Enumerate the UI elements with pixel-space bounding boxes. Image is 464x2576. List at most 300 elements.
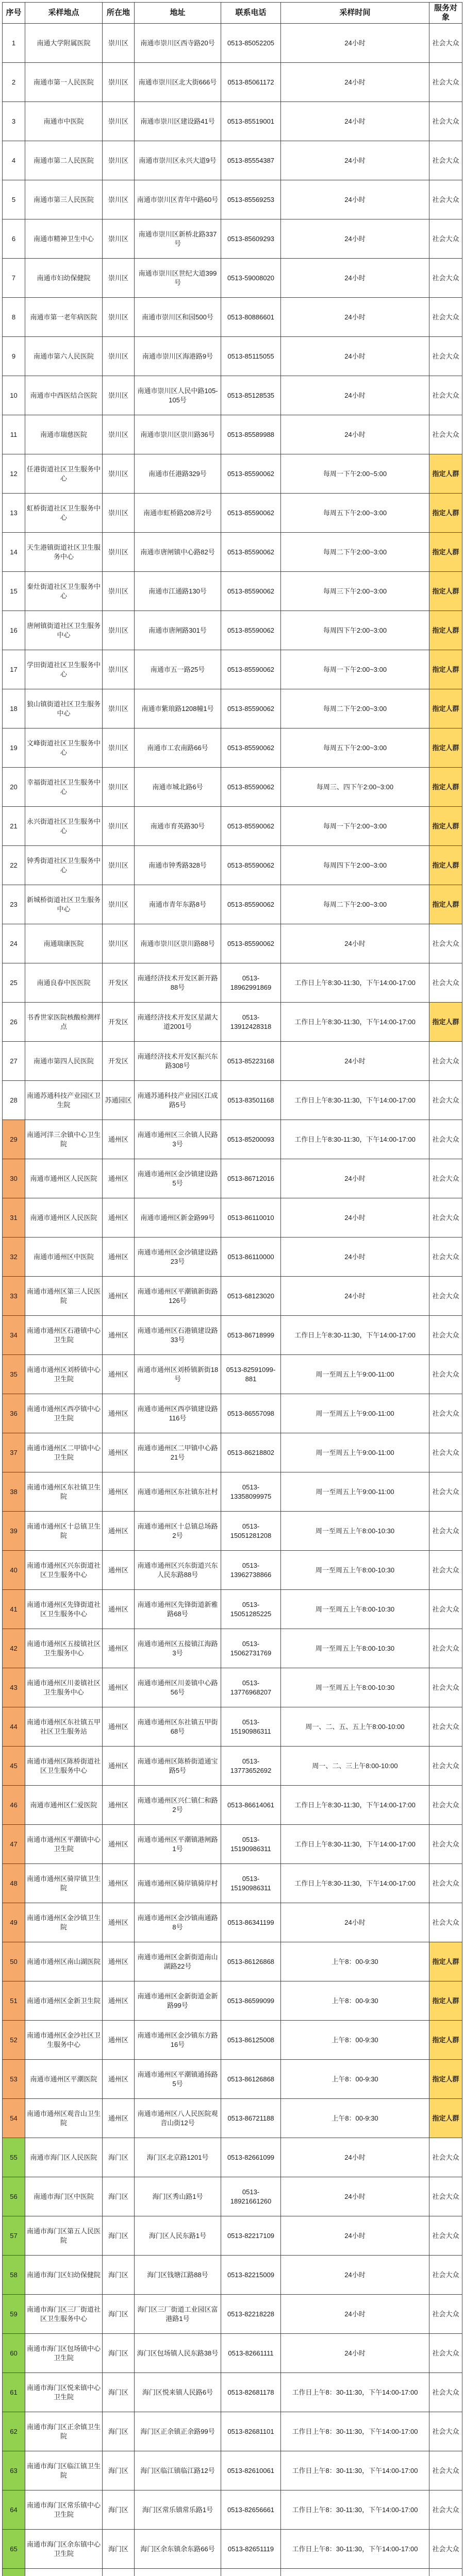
cell-area: 通州区 — [103, 1786, 135, 1825]
cell-address: 南通市紫琅路1208幢1号 — [135, 689, 221, 728]
cell-seq: 2 — [3, 63, 25, 102]
cell-audience: 社会大众 — [429, 1120, 462, 1159]
cell-time: 周一、二、五、五上午8:00-10:00 — [281, 1707, 429, 1747]
cell-seq: 23 — [3, 885, 25, 924]
cell-seq: 49 — [3, 1903, 25, 1942]
cell-address: 南通市青年东路8号 — [135, 885, 221, 924]
cell-audience: 社会大众 — [429, 219, 462, 259]
cell-time: 工作日上午8:30-11:30，下午14:00-17:00 — [281, 1003, 429, 1042]
cell-time: 工作日上午8:30-11:30，下午14:00-17:00 — [281, 1081, 429, 1120]
cell-site-name: 南通市通州区川姜镇社区卫生服务中心 — [25, 1668, 103, 1707]
cell-address: 海门区临江镇临江路12号 — [135, 2451, 221, 2490]
table-row — [3, 689, 462, 728]
table-row — [3, 1590, 462, 1629]
cell-time: 上午8：00-9:30 — [281, 2060, 429, 2099]
table-row — [3, 611, 462, 650]
cell-phone: 0513-86718999 — [221, 1316, 281, 1355]
cell-time: 工作日上午8：30-11:30，下午14:00-17:00 — [281, 2412, 429, 2451]
cell-area: 通州区 — [103, 2099, 135, 2138]
cell-audience: 社会大众 — [429, 1042, 462, 1081]
cell-time: 24小时 — [281, 924, 429, 963]
cell-audience: 指定人群 — [429, 807, 462, 846]
cell-phone: 0513-85061172 — [221, 63, 281, 102]
cell-address: 南通市五一路25号 — [135, 650, 221, 689]
cell-phone: 0513-86218802 — [221, 1433, 281, 1472]
cell-area: 通州区 — [103, 1120, 135, 1159]
cell-address: 南通市崇川区世纪大道399号 — [135, 259, 221, 298]
cell-phone: 0513-85590062 — [221, 689, 281, 728]
cell-area: 崇川区 — [103, 337, 135, 376]
cell-audience: 社会大众 — [429, 2256, 462, 2295]
cell-address: 南通市通州区金沙镇建设路23号 — [135, 1238, 221, 1277]
cell-time: 24小时 — [281, 180, 429, 219]
cell-phone: 0513-82661099 — [221, 2138, 281, 2177]
cell-time: 每周五下午2:00~3:00 — [281, 728, 429, 768]
cell-area: 崇川区 — [103, 415, 135, 454]
cell-seq: 24 — [3, 924, 25, 963]
cell-audience: 指定人群 — [429, 689, 462, 728]
table-row — [3, 2490, 462, 2530]
cell-time: 上午8：00-9:30 — [281, 1942, 429, 1981]
cell-audience: 社会大众 — [429, 1903, 462, 1942]
cell-time: 周一至周五上午8:00-10:30 — [281, 1629, 429, 1668]
cell-time: 工作日上午8：30-11:30，下午14:00-17:00 — [281, 2490, 429, 2530]
cell-address: 南通市崇川区北大街666号 — [135, 63, 221, 102]
cell-area: 崇川区 — [103, 259, 135, 298]
cell-seq: 14 — [3, 533, 25, 572]
cell-time: 工作日上午8：30-11:30，下午14:00-17:00 — [281, 2373, 429, 2412]
table-row — [3, 533, 462, 572]
cell-site-name: 南通苏通科技产业园区卫生院 — [25, 1081, 103, 1120]
cell-area: 崇川区 — [103, 102, 135, 141]
cell-address: 南通市通州区二甲镇中心路21号 — [135, 1433, 221, 1472]
cell-area: 崇川区 — [103, 885, 135, 924]
cell-phone: 0513-85052205 — [221, 24, 281, 63]
table-row — [3, 1394, 462, 1433]
table-row — [3, 494, 462, 533]
table-row — [3, 807, 462, 846]
cell-audience: 社会大众 — [429, 924, 462, 963]
cell-address: 南通市通州区金沙镇建设路5号 — [135, 1159, 221, 1198]
cell-seq: 27 — [3, 1042, 25, 1081]
header-audience: 服务对象 — [429, 3, 462, 24]
cell-phone: 0513-18921661260 — [221, 2177, 281, 2216]
cell-audience: 社会大众 — [429, 2451, 462, 2490]
cell-time: 每周二下午2:00~3:00 — [281, 533, 429, 572]
cell-time: 24小时 — [281, 1042, 429, 1081]
cell-time: 24小时 — [281, 1903, 429, 1942]
cell-address: 南通市崇川区和园500号 — [135, 298, 221, 337]
cell-time: 工作日上午8:30-11:30，下午14:00-17:00 — [281, 1316, 429, 1355]
cell-address: 南通市崇川区西寺路20号 — [135, 24, 221, 63]
cell-seq: 39 — [3, 1512, 25, 1551]
cell-area: 开发区 — [103, 1042, 135, 1081]
cell-seq: 16 — [3, 611, 25, 650]
cell-audience: 社会大众 — [429, 1472, 462, 1512]
table-row — [3, 415, 462, 454]
cell-time: 24小时 — [281, 1238, 429, 1277]
cell-area: 通州区 — [103, 1590, 135, 1629]
cell-seq: 52 — [3, 2021, 25, 2060]
cell-area: 通州区 — [103, 1394, 135, 1433]
cell-time: 24小时 — [281, 2295, 429, 2334]
cell-site-name: 南通市通州区观音山卫生院 — [25, 2099, 103, 2138]
cell-address: 南通市育英路30号 — [135, 807, 221, 846]
cell-site-name: 南通市通州区仁爱医院 — [25, 1786, 103, 1825]
cell-phone: 0513-86614061 — [221, 1786, 281, 1825]
cell-area: 海门区 — [103, 2138, 135, 2177]
cell-audience: 指定人群 — [429, 494, 462, 533]
cell-phone: 0513-85223168 — [221, 1042, 281, 1081]
cell-seq: 42 — [3, 1629, 25, 1668]
cell-address: 南通经济技术开发区振兴东路308号 — [135, 1042, 221, 1081]
cell-phone: 0513-86721188 — [221, 2099, 281, 2138]
table-row — [3, 24, 462, 63]
cell-time: 24小时 — [281, 415, 429, 454]
cell-seq: 53 — [3, 2060, 25, 2099]
cell-area: 海门区 — [103, 2451, 135, 2490]
cell-site-name: 南通市中医院 — [25, 102, 103, 141]
cell-audience: 社会大众 — [429, 102, 462, 141]
cell-phone: 0513-85590062 — [221, 533, 281, 572]
cell-area: 通州区 — [103, 1159, 135, 1198]
cell-seq: 31 — [3, 1198, 25, 1238]
header-area: 所在地 — [103, 3, 135, 24]
cell-seq: 26 — [3, 1003, 25, 1042]
table-row — [3, 1316, 462, 1355]
cell-area: 通州区 — [103, 1981, 135, 2021]
cell-time: 周一至周五上午8:00-10:30 — [281, 1512, 429, 1551]
cell-address: 南通苏通科技产业园区江成路5号 — [135, 1081, 221, 1120]
cell-seq: 65 — [3, 2530, 25, 2569]
cell-address: 南通市崇川区永兴大道9号 — [135, 141, 221, 180]
table-row — [3, 63, 462, 102]
cell-seq: 10 — [3, 376, 25, 415]
cell-time: 24小时 — [281, 2256, 429, 2295]
cell-site-name: 南通市第一老年病医院 — [25, 298, 103, 337]
cell-time: 24小时 — [281, 1277, 429, 1316]
cell-seq: 18 — [3, 689, 25, 728]
cell-phone: 0513-85590062 — [221, 768, 281, 807]
cell-seq: 9 — [3, 337, 25, 376]
cell-site-name: 书香世家医院核酸检测样点 — [25, 1003, 103, 1042]
cell-phone: 0513-86125008 — [221, 2021, 281, 2060]
sampling-sites-table — [2, 2, 462, 2576]
cell-audience: 社会大众 — [429, 1707, 462, 1747]
table-row — [3, 2099, 462, 2138]
cell-area: 崇川区 — [103, 63, 135, 102]
cell-site-name: 南通市瑞慈医院 — [25, 415, 103, 454]
cell-audience: 社会大众 — [429, 1198, 462, 1238]
cell-site-name: 南通良春中医医院 — [25, 963, 103, 1003]
cell-area: 通州区 — [103, 2060, 135, 2099]
cell-address: 南通市崇川区人民中路105-105号 — [135, 376, 221, 415]
cell-area: 海门区 — [103, 2295, 135, 2334]
cell-audience: 社会大众 — [429, 1081, 462, 1120]
cell-time: 每周三下午2:00~3:00 — [281, 572, 429, 611]
cell-seq: 21 — [3, 807, 25, 846]
cell-site-name: 南通市海门区包场镇中心卫生院 — [25, 2334, 103, 2373]
cell-area: 通州区 — [103, 1551, 135, 1590]
table-row — [3, 1864, 462, 1903]
cell-seq: 57 — [3, 2216, 25, 2256]
cell-phone: 0513-85590062 — [221, 807, 281, 846]
cell-time: 每周二下午2:00~3:00 — [281, 885, 429, 924]
cell-seq: 47 — [3, 1825, 25, 1864]
cell-audience: 社会大众 — [429, 1316, 462, 1355]
table-row — [3, 219, 462, 259]
cell-phone: 0513-85200093 — [221, 1120, 281, 1159]
table-row — [3, 1903, 462, 1942]
cell-site-name: 任港街道社区卫生服务中心 — [25, 454, 103, 494]
header-seq: 序号 — [3, 3, 25, 24]
cell-time: 周一至周五上午9:00-11:00 — [281, 1433, 429, 1472]
cell-site-name: 南通市海门区三厂街道社区卫生服务中心 — [25, 2295, 103, 2334]
cell-seq: 50 — [3, 1942, 25, 1981]
header-address: 地址 — [135, 3, 221, 24]
cell-audience: 社会大众 — [429, 376, 462, 415]
cell-audience: 社会大众 — [429, 1159, 462, 1198]
cell-address: 南通市通州区东社镇东社村 — [135, 1472, 221, 1512]
table-row — [3, 1198, 462, 1238]
table-row — [3, 2530, 462, 2569]
table-row — [3, 1942, 462, 1981]
cell-audience: 社会大众 — [429, 2490, 462, 2530]
cell-area: 崇川区 — [103, 572, 135, 611]
cell-site-name: 新城桥街道社区卫生服务中心 — [25, 885, 103, 924]
cell-time: 24小时 — [281, 337, 429, 376]
cell-phone: 0513-68123020 — [221, 1277, 281, 1316]
cell-address: 南通市通州区石港镇建设路33号 — [135, 1316, 221, 1355]
cell-area: 通州区 — [103, 1864, 135, 1903]
cell-area: 崇川区 — [103, 924, 135, 963]
cell-site-name: 南通市海门区悦来镇中心卫生院 — [25, 2373, 103, 2412]
cell-audience: 社会大众 — [429, 2216, 462, 2256]
cell-audience: 社会大众 — [429, 180, 462, 219]
cell-address: 南通市通州区平潮镇通扬路5号 — [135, 2060, 221, 2099]
cell-address: 南通市工农南路66号 — [135, 728, 221, 768]
table-row — [3, 2373, 462, 2412]
cell-address: 南通市通州区平潮镇新街路126号 — [135, 1277, 221, 1316]
cell-address: 南通市唐闸镇中心路82号 — [135, 533, 221, 572]
cell-address: 南通市通州区先锋街道新雅路68号 — [135, 1590, 221, 1629]
cell-audience: 社会大众 — [429, 141, 462, 180]
cell-seq: 60 — [3, 2334, 25, 2373]
cell-site-name: 南通市通州区二甲镇中心卫生院 — [25, 1433, 103, 1472]
cell-audience: 社会大众 — [429, 415, 462, 454]
table-row — [3, 2295, 462, 2334]
cell-phone: 0513-85519001 — [221, 102, 281, 141]
cell-audience: 指定人群 — [429, 1003, 462, 1042]
cell-time: 24小时 — [281, 219, 429, 259]
cell-audience: 社会大众 — [429, 337, 462, 376]
table-row — [3, 1355, 462, 1394]
cell-address: 南通市虹桥路208弄2号 — [135, 494, 221, 533]
cell-site-name: 南通市海门区常乐镇中心卫生院 — [25, 2490, 103, 2530]
cell-seq: 28 — [3, 1081, 25, 1120]
cell-site-name: 天生港镇街道社区卫生服务中心 — [25, 533, 103, 572]
cell-area: 通州区 — [103, 1355, 135, 1394]
cell-site-name: 南通市第四人民医院 — [25, 1042, 103, 1081]
cell-phone: 0513-82681178 — [221, 2373, 281, 2412]
cell-address: 海门区悦来镇人民路6号 — [135, 2373, 221, 2412]
cell-phone: 0513-15190986311 — [221, 1707, 281, 1747]
cell-phone: 0513-85590062 — [221, 846, 281, 885]
cell-area: 崇川区 — [103, 768, 135, 807]
cell-phone: 0513-82218228 — [221, 2295, 281, 2334]
cell-seq: 15 — [3, 572, 25, 611]
cell-address: 南通市崇川区青年中路60号 — [135, 180, 221, 219]
cell-phone: 0513-59008020 — [221, 259, 281, 298]
cell-site-name: 南通市第一人民医院 — [25, 63, 103, 102]
cell-site-name: 南通市精神卫生中心 — [25, 219, 103, 259]
table-row — [3, 2451, 462, 2490]
cell-site-name: 狼山镇街道社区卫生服务中心 — [25, 689, 103, 728]
cell-address: 南通市通州区西亭镇建设路116号 — [135, 1394, 221, 1433]
cell-seq: 30 — [3, 1159, 25, 1198]
cell-area: 海门区 — [103, 2373, 135, 2412]
cell-area: 崇川区 — [103, 807, 135, 846]
cell-area: 通州区 — [103, 1472, 135, 1512]
cell-area: 海门区 — [103, 2256, 135, 2295]
table-row — [3, 1081, 462, 1120]
cell-audience: 社会大众 — [429, 963, 462, 1003]
cell-address: 海门区人民东路1号 — [135, 2216, 221, 2256]
cell-site-name: 南通市中西医结合医院 — [25, 376, 103, 415]
cell-address: 南通市通州区金沙镇东方路16号 — [135, 2021, 221, 2060]
cell-area: 通州区 — [103, 1825, 135, 1864]
cell-phone: 0513-86712016 — [221, 1159, 281, 1198]
cell-time: 24小时 — [281, 1198, 429, 1238]
cell-area: 通州区 — [103, 2021, 135, 2060]
header-site: 采样地点 — [25, 3, 103, 24]
table-row — [3, 2412, 462, 2451]
cell-audience: 社会大众 — [429, 2138, 462, 2177]
header-time: 采样时间 — [281, 3, 429, 24]
table-row — [3, 1238, 462, 1277]
cell-site-name: 永兴街道社区卫生服务中心 — [25, 807, 103, 846]
table-row — [3, 963, 462, 1003]
cell-time: 24小时 — [281, 2216, 429, 2256]
cell-audience: 指定人群 — [429, 768, 462, 807]
cell-phone: 0513-86599099 — [221, 1981, 281, 2021]
cell-address: 南通市城北路6号 — [135, 768, 221, 807]
cell-site-name: 南通市通州区五接镇社区卫生服务中心 — [25, 1629, 103, 1668]
cell-seq: 29 — [3, 1120, 25, 1159]
table-row — [3, 2021, 462, 2060]
cell-site-name: 南通市通州区金沙社区卫生服务中心 — [25, 2021, 103, 2060]
cell-site-name: 南通市第二人民医院 — [25, 141, 103, 180]
cell-audience: 指定人群 — [429, 1981, 462, 2021]
cell-seq: 38 — [3, 1472, 25, 1512]
cell-phone: 0513-15062731769 — [221, 1629, 281, 1668]
cell-seq: 61 — [3, 2373, 25, 2412]
table-row — [3, 1433, 462, 1472]
cell-site-name: 南通市通州区金沙镇卫生院 — [25, 1903, 103, 1942]
cell-seq: 3 — [3, 102, 25, 141]
cell-time: 24小时 — [281, 1159, 429, 1198]
table-row — [3, 2569, 462, 2576]
table-row — [3, 1551, 462, 1590]
cell-site-name: 南通市通州区东社镇五甲社区卫生服务站 — [25, 1707, 103, 1747]
cell-area: 通州区 — [103, 1316, 135, 1355]
cell-audience: 社会大众 — [429, 1277, 462, 1316]
cell-time: 工作日上午8:30-11:30，下午14:00-17:00 — [281, 963, 429, 1003]
cell-address: 南通市通州区刘桥镇新街18号 — [135, 1355, 221, 1394]
cell-time: 周一至周五上午9:00-11:00 — [281, 1355, 429, 1394]
table-row — [3, 650, 462, 689]
cell-audience: 社会大众 — [429, 1668, 462, 1707]
cell-audience: 社会大众 — [429, 2334, 462, 2373]
cell-area: 苏通园区 — [103, 1081, 135, 1120]
cell-seq: 33 — [3, 1277, 25, 1316]
cell-site-name: 南通市海门区妇幼保健院 — [25, 2256, 103, 2295]
cell-address — [135, 2569, 221, 2576]
cell-area: 崇川区 — [103, 376, 135, 415]
cell-seq: 13 — [3, 494, 25, 533]
cell-seq: 40 — [3, 1551, 25, 1590]
cell-area — [103, 2569, 135, 2576]
table-row — [3, 1277, 462, 1316]
cell-audience — [429, 2569, 462, 2576]
cell-seq — [3, 2569, 25, 2576]
cell-address: 南通市崇川区崇川路88号 — [135, 924, 221, 963]
header-phone: 联系电话 — [221, 3, 281, 24]
cell-time: 24小时 — [281, 2138, 429, 2177]
cell-site-name — [25, 2569, 103, 2576]
cell-phone: 0513-85589988 — [221, 415, 281, 454]
table-row — [3, 1668, 462, 1707]
table-row — [3, 2256, 462, 2295]
cell-address: 南通市通州区平潮镇港闸路1号 — [135, 1825, 221, 1864]
cell-area: 崇川区 — [103, 846, 135, 885]
cell-site-name: 南通市通州区平潮镇中心卫生院 — [25, 1825, 103, 1864]
cell-area: 海门区 — [103, 2216, 135, 2256]
cell-area: 海门区 — [103, 2490, 135, 2530]
cell-audience: 社会大众 — [429, 2530, 462, 2569]
table-row — [3, 454, 462, 494]
cell-address: 南通市崇川区海港路9号 — [135, 337, 221, 376]
cell-phone: 0513-85590062 — [221, 885, 281, 924]
cell-time: 工作日上午8:30-11:30，下午14:00-17:00 — [281, 1120, 429, 1159]
cell-audience: 社会大众 — [429, 1747, 462, 1786]
table-row — [3, 1707, 462, 1747]
cell-area: 开发区 — [103, 1003, 135, 1042]
cell-audience: 社会大众 — [429, 1551, 462, 1590]
cell-seq: 7 — [3, 259, 25, 298]
cell-seq: 36 — [3, 1394, 25, 1433]
cell-audience: 社会大众 — [429, 2412, 462, 2451]
cell-seq: 11 — [3, 415, 25, 454]
cell-site-name: 南通市通州区第三人民医院 — [25, 1277, 103, 1316]
cell-area: 崇川区 — [103, 219, 135, 259]
cell-time — [281, 2569, 429, 2576]
cell-phone: 0513-13912428318 — [221, 1003, 281, 1042]
cell-time: 每周四下午2:00~3:00 — [281, 846, 429, 885]
cell-seq: 22 — [3, 846, 25, 885]
cell-area: 通州区 — [103, 1512, 135, 1551]
cell-area: 崇川区 — [103, 298, 135, 337]
cell-seq: 35 — [3, 1355, 25, 1394]
cell-seq: 51 — [3, 1981, 25, 2021]
cell-phone: 0513-85590062 — [221, 650, 281, 689]
cell-address: 南通市崇川区新桥北路337号 — [135, 219, 221, 259]
table-row — [3, 141, 462, 180]
cell-phone: 0513-86110000 — [221, 1238, 281, 1277]
cell-seq: 63 — [3, 2451, 25, 2490]
cell-audience: 指定人群 — [429, 454, 462, 494]
cell-site-name: 南通市通州区南山湖医院 — [25, 1942, 103, 1981]
